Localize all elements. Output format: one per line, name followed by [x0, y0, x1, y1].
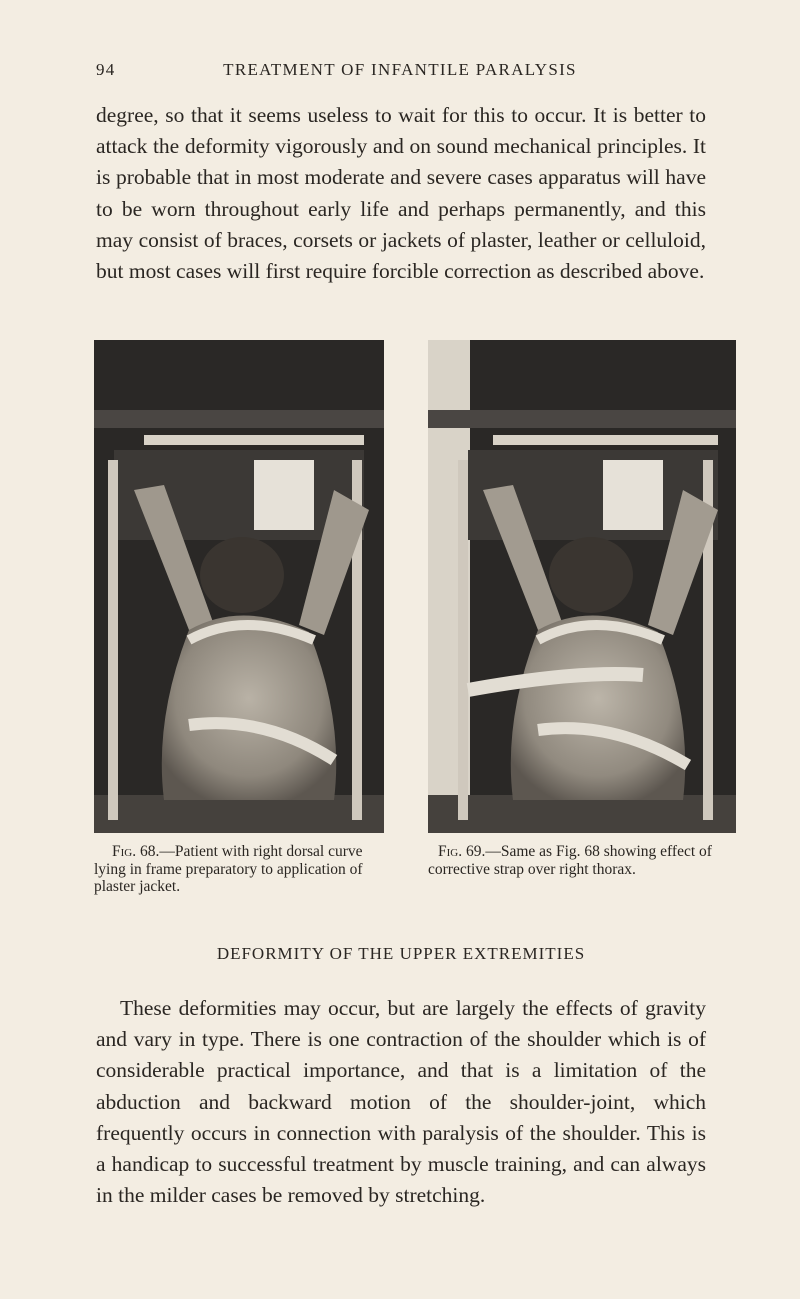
figure-68-photo — [94, 340, 384, 833]
running-head — [96, 60, 704, 80]
page-number: 94 — [96, 60, 116, 79]
figure-68-caption-text: —Patient with right dorsal curve lying in frame preparatory to application of plaster jacket. — [94, 843, 363, 895]
figure-68-caption — [94, 843, 386, 896]
paragraph-2: These deformities may occur, but are largely the effects of gravity and vary in type. There is one contraction of the shoulder which is of considerable practical importance, and that is a limitation of the abduction and backward motion of the shoulder-joint, which frequently occurs in connection with paralysis of the shoulder. This is a handicap to successful treatment by muscle training, and can always in the milder cases be removed by stretching. — [96, 996, 706, 1208]
figure-69-label: Fig. 69. — [438, 843, 486, 860]
figure-69-caption-text: —Same as Fig. 68 showing effect of corrective strap over right thorax. — [428, 843, 712, 878]
figure-69-photo — [428, 340, 736, 833]
section-heading: DEFORMITY OF THE UPPER EXTREMITIES — [216, 944, 586, 963]
figure-68-label: Fig. 68. — [112, 843, 160, 860]
figure-69-caption — [428, 843, 738, 878]
running-title: TREATMENT OF INFANTILE PARALYSIS — [223, 60, 577, 79]
paragraph-1: degree, so that it seems useless to wait for this to occur. It is better to attack the deformity vigorously and on sound mechanical principles. It is probable that in most moderate and severe cases apparatus will have to be worn throughout early life and perhaps permanently, and this may consist of braces, corsets or jackets of plaster, leather or celluloid, but most cases will first require forcible correction as described above. — [96, 103, 706, 284]
